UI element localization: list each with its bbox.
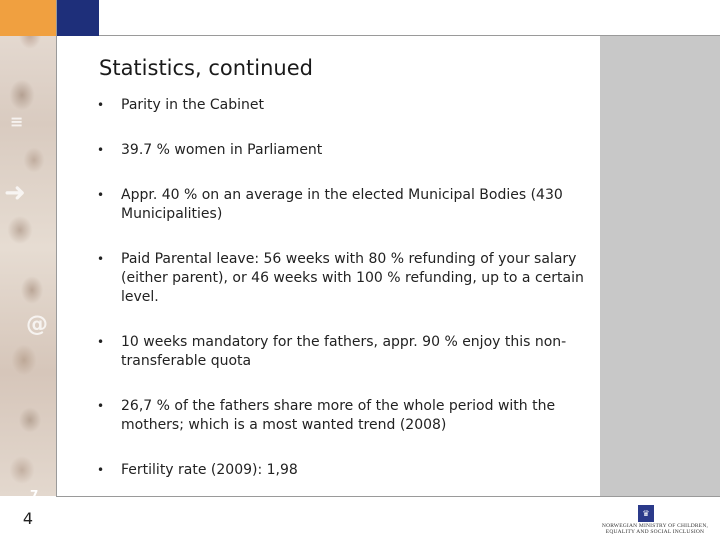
bullet-dot-icon: • <box>97 143 105 157</box>
ministry-logo-text: NORWEGIAN MINISTRY OF CHILDREN, EQUALITY AND SOCIAL INCLUSION <box>601 523 709 535</box>
blue-accent-square <box>57 0 99 36</box>
ministry-logo <box>594 505 716 535</box>
at-sign-icon: @ <box>26 312 48 337</box>
left-divider <box>56 0 57 496</box>
bullet-text: 10 weeks mandatory for the fathers, appr. 90 % enjoy this non-transferable quota <box>121 334 567 369</box>
bullet-dot-icon: • <box>97 98 105 112</box>
bullet-dot-icon: • <box>97 252 105 266</box>
bullet-item-fathers-quota <box>92 333 598 371</box>
crown-icon: ♛ <box>638 505 654 522</box>
right-gray-panel <box>600 36 720 496</box>
bullet-text: 39.7 % women in Parliament <box>121 142 323 158</box>
orange-accent-block <box>0 0 56 36</box>
bullet-text: Fertility rate (2009): 1,98 <box>121 462 298 478</box>
menu-lines-icon: ≡ <box>10 112 24 131</box>
bottom-divider <box>56 496 720 497</box>
bullet-item-cabinet-parity <box>92 96 598 115</box>
strip-digit: 7 <box>30 488 39 502</box>
bullet-dot-icon: • <box>97 188 105 202</box>
slide-title: Statistics, continued <box>99 56 313 80</box>
bullet-item-municipal <box>92 186 598 224</box>
page-number: 4 <box>22 509 34 528</box>
bullet-dot-icon: • <box>97 335 105 349</box>
bullet-text: Paid Parental leave: 56 weeks with 80 % refunding of your salary (either parent), or 46 weeks with 100 % refunding, up to a certain level. <box>121 251 584 305</box>
bullet-item-parental-leave <box>92 250 598 307</box>
photo-collage-strip <box>0 0 56 502</box>
bullet-text: 26,7 % of the fathers share more of the whole period with the mothers; which is a most wanted trend (2008) <box>121 398 556 433</box>
bullet-text: Parity in the Cabinet <box>121 97 265 113</box>
bullet-dot-icon: • <box>97 399 105 413</box>
bullet-text: Appr. 40 % on an average in the elected Municipal Bodies (430 Municipalities) <box>121 187 563 222</box>
bullet-item-fertility <box>92 461 598 480</box>
bullet-list <box>92 96 598 480</box>
bullet-item-fathers-share <box>92 397 598 435</box>
bullet-item-parliament <box>92 141 598 160</box>
arrow-right-icon: ➜ <box>4 178 26 208</box>
bullet-dot-icon: • <box>97 463 105 477</box>
